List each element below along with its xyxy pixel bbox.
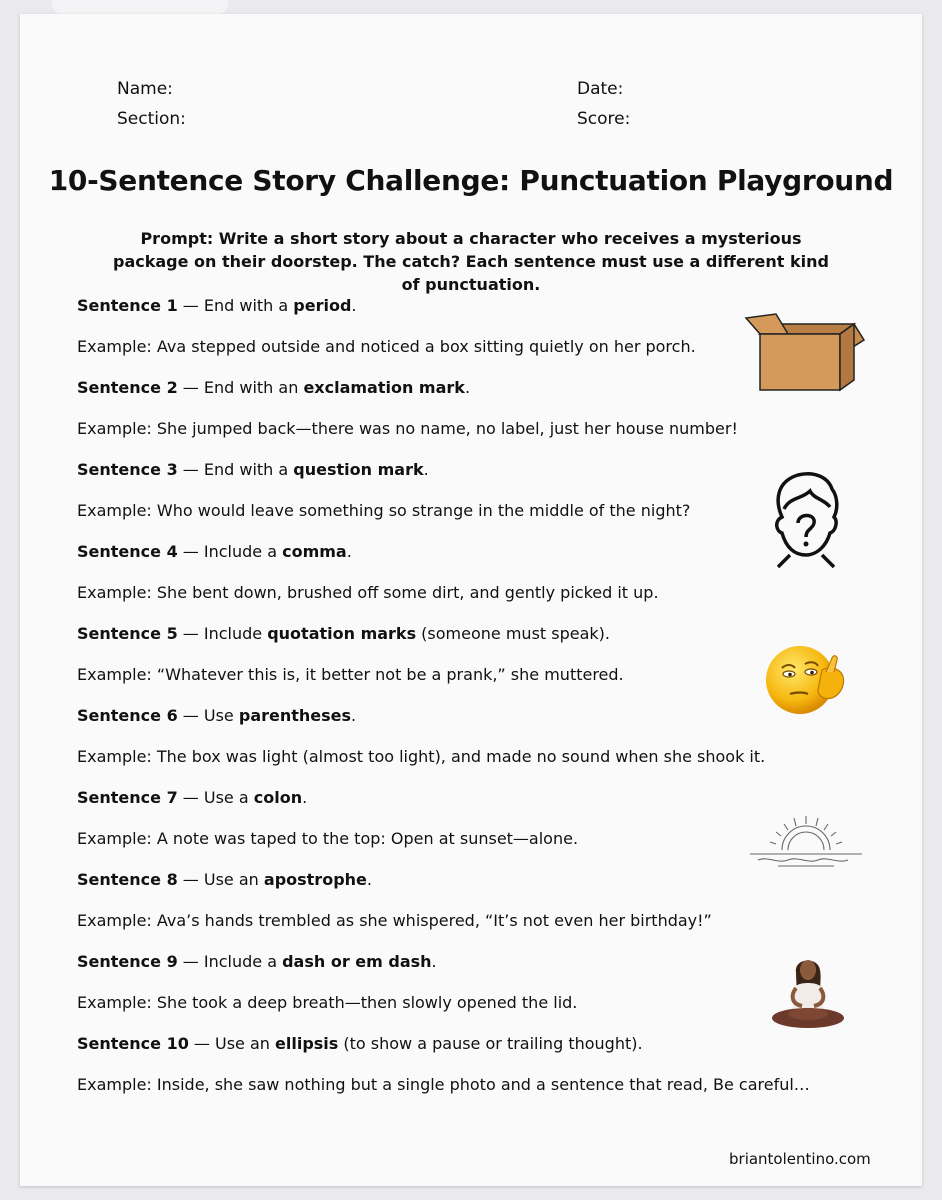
sentence-example: Example: Ava’s hands trembled as she whispered, “It’s not even her birthday!”: [77, 911, 712, 930]
instruction-suffix: (someone must speak).: [416, 624, 610, 643]
instruction-suffix: (to show a pause or trailing thought).: [338, 1034, 643, 1053]
sentence-label: Sentence 4: [77, 542, 178, 561]
thinking-emoji-icon: [760, 642, 852, 716]
em-dash: —: [177, 624, 204, 643]
sentence-label: Sentence 9: [77, 952, 178, 971]
instruction-text: Use an: [215, 1034, 276, 1053]
instruction-text: Include a: [203, 952, 283, 971]
sentence-example: Example: She jumped back—there was no name, no label, just her house number!: [77, 419, 738, 438]
sentence-example: Example: Ava stepped outside and noticed a box sitting quietly on her porch.: [77, 337, 696, 356]
instruction-text: Include a: [203, 542, 283, 561]
instruction-text: Use an: [203, 870, 264, 889]
sunset-icon: [748, 810, 864, 868]
instruction-suffix: .: [464, 378, 471, 397]
sentence-label: Sentence 10: [77, 1034, 189, 1053]
instruction-suffix: .: [366, 870, 372, 889]
punctuation-term: comma: [282, 542, 347, 561]
punctuation-term: colon: [253, 788, 303, 807]
punctuation-term: exclamation mark: [303, 378, 465, 397]
box-icon: [744, 310, 866, 394]
sentence-instruction: [77, 788, 307, 807]
sentence-example: Example: The box was light (almost too light), and made no sound when she shook it.: [77, 747, 766, 766]
instruction-suffix: .: [431, 952, 437, 971]
sentence-label: Sentence 8: [77, 870, 178, 889]
sentence-instruction: [77, 296, 357, 315]
worksheet-page: [20, 14, 922, 1186]
instruction-text: Use: [203, 706, 239, 725]
instruction-suffix: .: [346, 542, 352, 561]
sentence-label: Sentence 3: [77, 460, 178, 479]
em-dash: —: [177, 870, 204, 889]
sentence-label: Sentence 1: [77, 296, 178, 315]
instruction-text: Include: [203, 624, 268, 643]
punctuation-term: quotation marks: [267, 624, 417, 643]
score-label: Score:: [577, 109, 631, 129]
sentence-instruction: [77, 952, 437, 971]
sentence-example: Example: She took a deep breath—then slowly opened the lid.: [77, 993, 578, 1012]
em-dash: —: [177, 706, 204, 725]
name-label: Name:: [117, 79, 173, 99]
punctuation-term: period: [293, 296, 352, 315]
sentence-instruction: [77, 624, 610, 643]
window-tab: [52, 0, 228, 14]
punctuation-term: apostrophe: [263, 870, 367, 889]
em-dash: —: [177, 460, 204, 479]
worksheet-title: 10-Sentence Story Challenge: Punctuation Playground: [48, 164, 894, 197]
sentence-instruction: [77, 870, 372, 889]
section-label: Section:: [117, 109, 186, 129]
sentence-example: Example: Inside, she saw nothing but a single photo and a sentence that read, Be careful…: [77, 1075, 810, 1094]
em-dash: —: [177, 952, 204, 971]
sentence-instruction: [77, 706, 356, 725]
sentence-label: Sentence 7: [77, 788, 178, 807]
punctuation-term: question mark: [293, 460, 424, 479]
prompt-text: Prompt: Write a short story about a character who receives a mysterious package on their doorstep. The catch? Each sentence must use a different kind of punctuation.: [113, 229, 829, 294]
instruction-suffix: .: [351, 706, 357, 725]
em-dash: —: [177, 788, 204, 807]
sentence-example: Example: “Whatever this is, it better not be a prank,” she muttered.: [77, 665, 624, 684]
sentence-example: Example: Who would leave something so strange in the middle of the night?: [77, 501, 691, 520]
sentence-instruction: [77, 542, 352, 561]
instruction-suffix: .: [351, 296, 357, 315]
instruction-text: End with a: [203, 460, 294, 479]
sentence-label: Sentence 2: [77, 378, 178, 397]
instruction-text: End with a: [203, 296, 294, 315]
sentence-example: Example: She bent down, brushed off some dirt, and gently picked it up.: [77, 583, 659, 602]
sentence-example: Example: A note was taped to the top: Open at sunset—alone.: [77, 829, 579, 848]
sentence-instruction: [77, 1034, 643, 1053]
instruction-text: End with an: [203, 378, 304, 397]
meditating-woman-icon: [766, 952, 850, 1036]
sentence-instruction: [77, 460, 429, 479]
question-head-icon: [768, 469, 844, 569]
em-dash: —: [177, 378, 204, 397]
punctuation-term: dash or em dash: [282, 952, 432, 971]
punctuation-term: ellipsis: [275, 1034, 339, 1053]
em-dash: —: [177, 542, 204, 561]
instruction-suffix: .: [423, 460, 429, 479]
instruction-suffix: .: [302, 788, 308, 807]
sentence-label: Sentence 6: [77, 706, 178, 725]
em-dash: —: [177, 296, 204, 315]
sentence-instruction: [77, 378, 470, 397]
em-dash: —: [188, 1034, 215, 1053]
sentence-label: Sentence 5: [77, 624, 178, 643]
footer-url: briantolentino.com: [729, 1150, 871, 1168]
instruction-text: Use a: [203, 788, 254, 807]
date-label: Date:: [577, 79, 624, 99]
punctuation-term: parentheses: [238, 706, 352, 725]
